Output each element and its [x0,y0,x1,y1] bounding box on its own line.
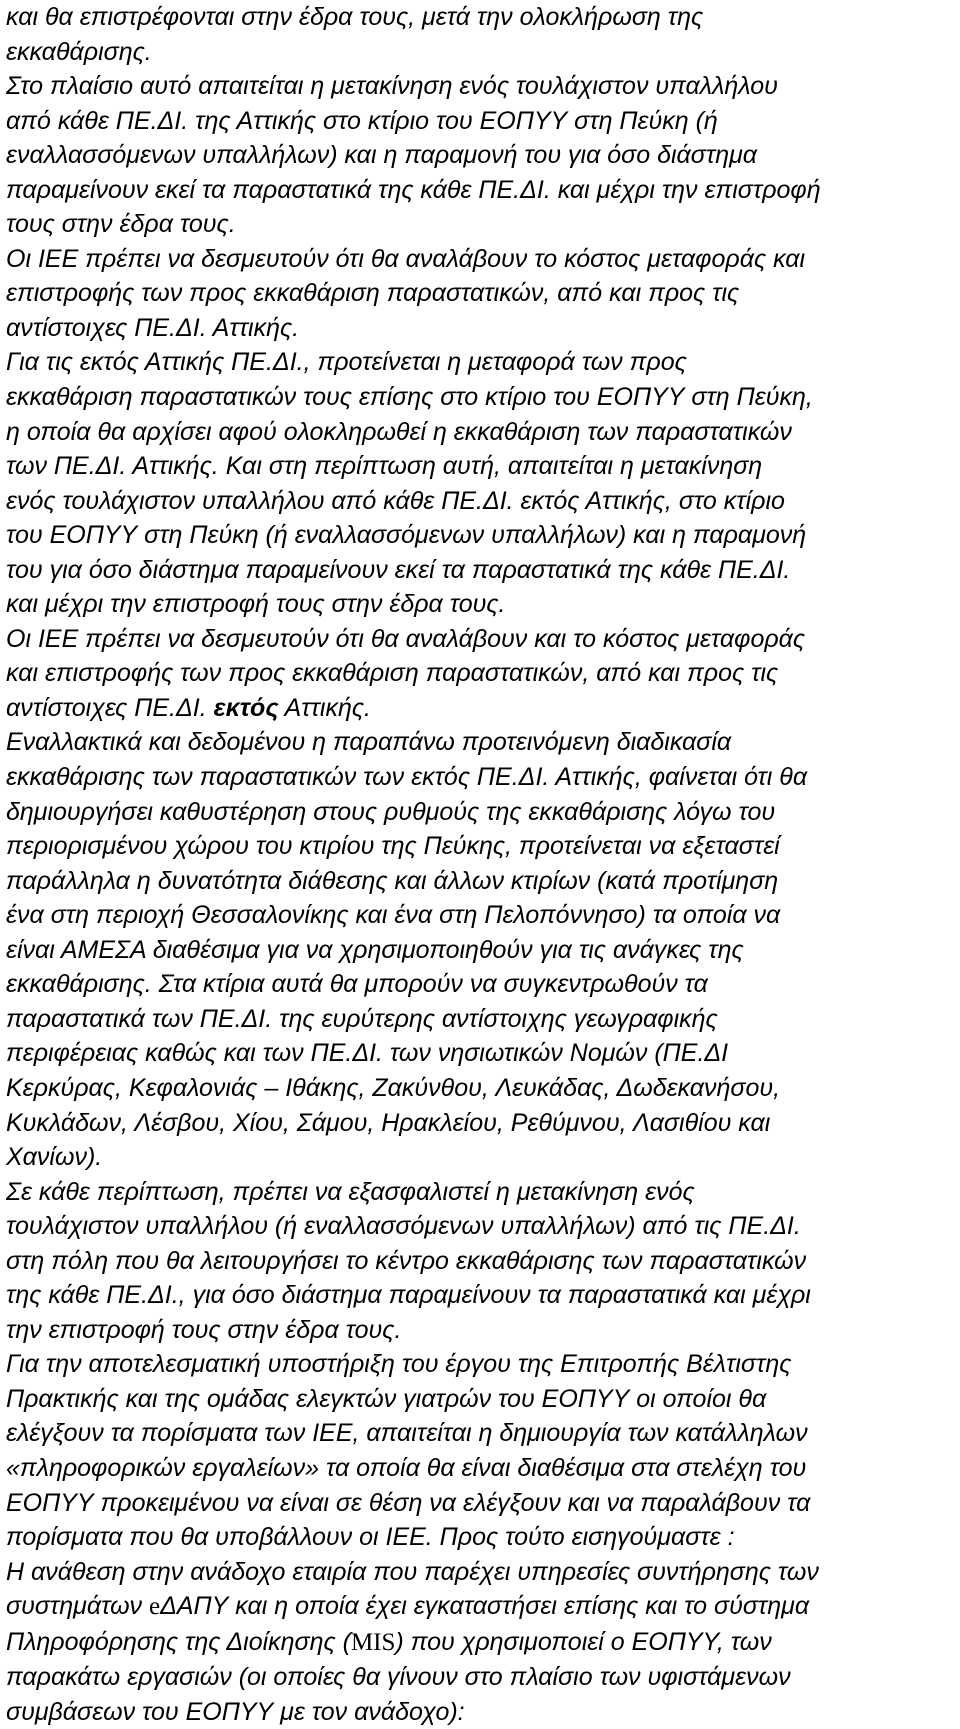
text-line: παρακάτω εργασιών (οι οποίες θα γίνουν στο πλαίσιο των υφιστάμενων [6,1663,791,1692]
text-line: του ΕΟΠΥΥ στη Πεύκη (ή εναλλασσόμενων υπαλλήλων) και η παραμονή [6,521,807,550]
text-line: τους στην έδρα τους. [6,210,236,239]
text-line: παραστατικά των ΠΕ.ΔΙ. της ευρύτερης αντίστοιχης γεωγραφικής [6,1004,718,1033]
text-line: εκκαθάρισης των παραστατικών των εκτός ΠΕ.ΔΙ. Αττικής, φαίνεται ότι θα [6,763,808,792]
text-line: και επιστροφής των προς εκκαθάριση παραστατικών, από και προς τις [6,659,779,688]
text-segment: αντίστοιχες ΠΕ.ΔΙ. [6,693,214,722]
text-line: δημιουργήσει καθυστέρηση στους ρυθμούς της εκκαθάρισης λόγω του [6,797,776,826]
bold-word: εκτός [213,693,279,722]
text-line: αντίστοιχες ΠΕ.ΔΙ. Αττικής. [6,313,300,342]
text-line-mixed [6,1625,954,1661]
text-line: Οι ΙΕΕ πρέπει να δεσμευτούν ότι θα αναλάβουν και το κόστος μεταφοράς [6,624,806,653]
text-segment: Αττικής. [278,693,371,722]
text-line: Στο πλαίσιο αυτό απαιτείται η μετακίνηση ενός τουλάχιστον υπαλλήλου [6,72,778,101]
text-line: Για την αποτελεσματική υποστήριξη του έργου της Επιτροπής Βέλτιστης [6,1350,792,1379]
serif-segment: MIS [350,1628,396,1656]
text-line: Χανίων). [6,1143,103,1172]
text-line: εκκαθάριση παραστατικών τους επίσης στο κτίριο του ΕΟΠΥΥ στη Πεύκη, [6,383,813,412]
text-line: Για τις εκτός Αττικής ΠΕ.ΔΙ., προτείνεται η μεταφορά των προς [6,348,687,377]
document-page [6,0,954,1729]
text-line: περιορισμένου χώρου του κτιρίου της Πεύκης, προτείνεται να εξεταστεί [6,832,780,861]
text-line: συμβάσεων του ΕΟΠΥΥ με τον ανάδοχο): [6,1697,465,1726]
text-line: παράλληλα η δυνατότητα διάθεσης και άλλων κτιρίων (κατά προτίμηση [6,866,779,895]
serif-segment: e [149,1593,161,1621]
text-line: η οποία θα αρχίσει αφού ολοκληρωθεί η εκκαθάριση των παραστατικών [6,417,792,446]
text-line: Εναλλακτικά και δεδομένου η παραπάνω προτεινόμενη διαδικασία [6,728,732,757]
text-line: ένα στη περιοχή Θεσσαλονίκης και ένα στη Πελοπόννησο) τα οποία να [6,901,781,930]
text-line: την επιστροφή τους στην έδρα τους. [6,1315,402,1344]
text-line: πορίσματα που θα υποβάλλουν οι ΙΕΕ. Προς τούτο εισηγούμαστε : [6,1523,735,1552]
text-line: εκκαθάρισης. [6,37,152,66]
text-line-mixed [6,691,954,726]
text-line: των ΠΕ.ΔΙ. Αττικής. Και στη περίπτωση αυτή, απαιτείται η μετακίνηση [6,452,763,481]
text-line: παραμείνουν εκεί τα παραστατικά της κάθε ΠΕ.ΔΙ. και μέχρι την επιστροφή [6,175,821,204]
text-line: Οι ΙΕΕ πρέπει να δεσμευτούν ότι θα αναλάβουν το κόστος μεταφοράς και [6,244,806,273]
text-line: τουλάχιστον υπαλλήλου (ή εναλλασσόμενων υπαλλήλων) από τις ΠΕ.ΔΙ. [6,1212,801,1241]
text-segment: ) που χρησιμοποιεί ο ΕΟΠΥΥ, των [395,1627,772,1656]
text-line: Σε κάθε περίπτωση, πρέπει να εξασφαλιστεί η μετακίνηση ενός [6,1177,695,1206]
text-segment: συστημάτων [6,1592,149,1621]
text-line: Κερκύρας, Κεφαλονιάς – Ιθάκης, Ζακύνθου, Λευκάδας, Δωδεκανήσου, [6,1073,781,1102]
text-line: Η ανάθεση στην ανάδοχο εταιρία που παρέχει υπηρεσίες συντήρησης των [6,1557,819,1586]
text-line: και μέχρι την επιστροφή τους στην έδρα τους. [6,590,506,619]
text-line: είναι ΑΜΕΣΑ διαθέσιμα για να χρησιμοποιηθούν για τις ανάγκες της [6,935,744,964]
text-line: «πληροφορικών εργαλείων» τα οποία θα είναι διαθέσιμα στα στελέχη του [6,1453,807,1482]
text-line: ελέγξουν τα πορίσματα των ΙΕΕ, απαιτείται η δημιουργία των κατάλληλων [6,1419,808,1448]
text-line: Πρακτικής και της ομάδας ελεγκτών γιατρών του ΕΟΠΥΥ οι οποίοι θα [6,1384,767,1413]
text-line: περιφέρειας καθώς και των ΠΕ.ΔΙ. των νησιωτικών Νομών (ΠΕ.ΔΙ [6,1039,729,1068]
text-line: από κάθε ΠΕ.ΔΙ. της Αττικής στο κτίριο του ΕΟΠΥΥ στη Πεύκη (ή [6,106,718,135]
text-line: ενός τουλάχιστον υπαλλήλου από κάθε ΠΕ.ΔΙ. εκτός Αττικής, στο κτίριο [6,486,785,515]
text-segment: Πληροφόρησης της Διοίκησης ( [6,1627,351,1656]
text-line-mixed [6,1589,954,1625]
text-line: εκκαθάρισης. Στα κτίρια αυτά θα μπορούν να συγκεντρωθούν τα [6,970,708,999]
text-line: επιστροφής των προς εκκαθάριση παραστατικών, από και προς τις [6,279,740,308]
text-line: της κάθε ΠΕ.ΔΙ., για όσο διάστημα παραμείνουν τα παραστατικά και μέχρι [6,1281,811,1310]
text-segment: ΔΑΠΥ και η οποία έχει εγκαταστήσει επίσης και το σύστημα [160,1592,810,1621]
text-line: και θα επιστρέφονται στην έδρα τους, μετά την ολοκλήρωση της [6,3,704,31]
text-line: Κυκλάδων, Λέσβου, Χίου, Σάμου, Ηρακλείου, Ρεθύμνου, Λασιθίου και [6,1108,771,1137]
text-line: εναλλασσόμενων υπαλλήλων) και η παραμονή του για όσο διάστημα [6,141,758,170]
text-line: στη πόλη που θα λειτουργήσει το κέντρο εκκαθάρισης των παραστατικών [6,1246,807,1275]
text-line: ΕΟΠΥΥ προκειμένου να είναι σε θέση να ελέγξουν και να παραλάβουν τα [6,1488,811,1517]
text-line: του για όσο διάστημα παραμείνουν εκεί τα παραστατικά της κάθε ΠΕ.ΔΙ. [6,555,791,584]
